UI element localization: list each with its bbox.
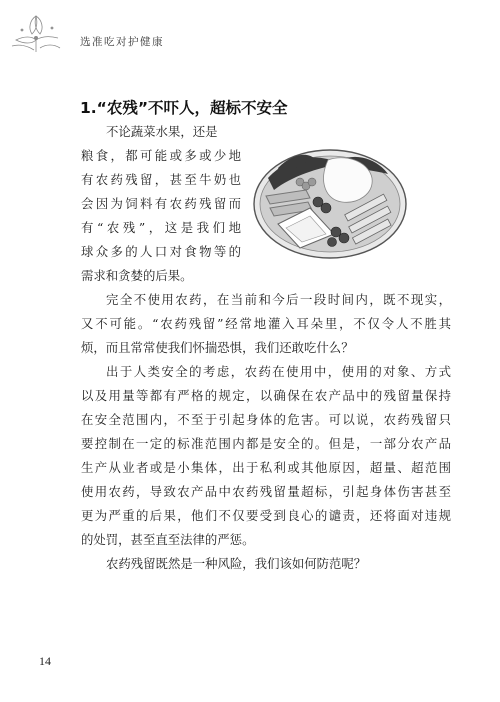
floral-ornament-icon [6,10,66,54]
page-number: 14 [39,654,51,668]
paragraph-3 [81,360,451,552]
paragraph-line: 要控制在一定的标准范围内都是安全的。但是，一部分农产品 [81,436,451,451]
paragraph-line: 出于人类安全的考虑，农药在使用中，使用的对象、方式 [106,364,451,379]
paragraph-line: 需求和贪婪的后果。 [81,268,193,283]
paragraph-line: 有“农残”，这是我们地 [81,220,241,235]
paragraph-line: 农药残留既然是一种风险，我们该如何防范呢？ [106,556,367,571]
running-header [0,0,500,60]
paragraph-line: 的处罚，甚至直至法律的严惩。 [81,532,255,547]
paragraph-1 [81,120,241,288]
food-platter-image [248,138,408,264]
paragraph-line: 更为严重的后果，他们不仅要受到良心的谴责，还将面对违规 [81,508,451,523]
paragraph-2 [81,288,451,360]
paragraph-line: 有农药残留，甚至牛奶也 [81,172,241,187]
paragraph-line: 生产从业者或是小集体，出于私利或其他原因，超量、超范围 [81,460,451,475]
section-title: 1.“农残”不吓人，超标不安全 [80,99,288,117]
paragraph-line: 不论蔬菜水果，还是 [106,124,218,139]
paragraph-line: 球众多的人口对食物等的 [81,244,241,259]
paragraph-line: 使用农药，导致农产品中农药残留量超标，引起身体伤害甚至 [81,484,451,499]
paragraph-line: 完全不使用农药，在当前和今后一段时间内，既不现实， [106,292,451,307]
paragraph-line: 烦，而且常常使我们怀揣恐惧，我们还敢吃什么？ [81,340,354,355]
paragraph-line: 会因为饲料有农药残留而 [81,196,241,211]
paragraph-line: 在安全范围内，不至于引起身体的危害。可以说，农药残留只 [81,412,451,427]
paragraph-4 [81,552,451,576]
paragraph-line: 以及用量等都有严格的规定，以确保在农产品中的残留量保持 [81,388,451,403]
paragraph-line: 又不可能。“农药残留”经常地灌入耳朵里，不仅令人不胜其 [81,316,451,331]
paragraph-line: 粮食，都可能或多或少地 [81,148,241,163]
running-header-title: 选准吃对护健康 [80,36,164,48]
